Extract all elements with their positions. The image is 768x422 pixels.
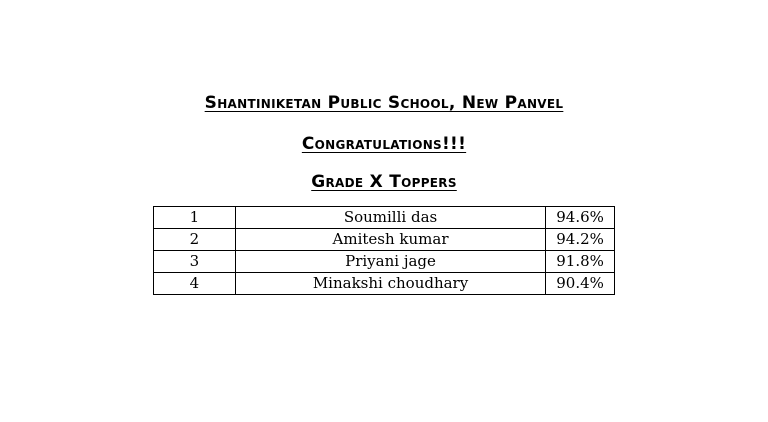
grade-heading: Grade X Toppers bbox=[311, 172, 457, 192]
score-cell: 90.4% bbox=[546, 273, 615, 295]
rank-cell: 2 bbox=[154, 229, 236, 251]
name-cell: Priyani jage bbox=[235, 251, 545, 273]
rank-cell: 4 bbox=[154, 273, 236, 295]
table-row bbox=[154, 229, 615, 251]
name-cell: Minakshi choudhary bbox=[235, 273, 545, 295]
name-cell: Amitesh kumar bbox=[235, 229, 545, 251]
rank-cell: 3 bbox=[154, 251, 236, 273]
name-cell: Soumilli das bbox=[235, 207, 545, 229]
table-row bbox=[154, 273, 615, 295]
school-heading: Shantiniketan Public School, New Panvel bbox=[204, 93, 564, 113]
score-cell: 91.8% bbox=[546, 251, 615, 273]
table-row bbox=[154, 251, 615, 273]
toppers-table bbox=[153, 206, 615, 295]
score-cell: 94.2% bbox=[546, 229, 615, 251]
congratulations-heading: Congratulations!!! bbox=[301, 134, 467, 154]
rank-cell: 1 bbox=[154, 207, 236, 229]
table-row bbox=[154, 207, 615, 229]
score-cell: 94.6% bbox=[546, 207, 615, 229]
